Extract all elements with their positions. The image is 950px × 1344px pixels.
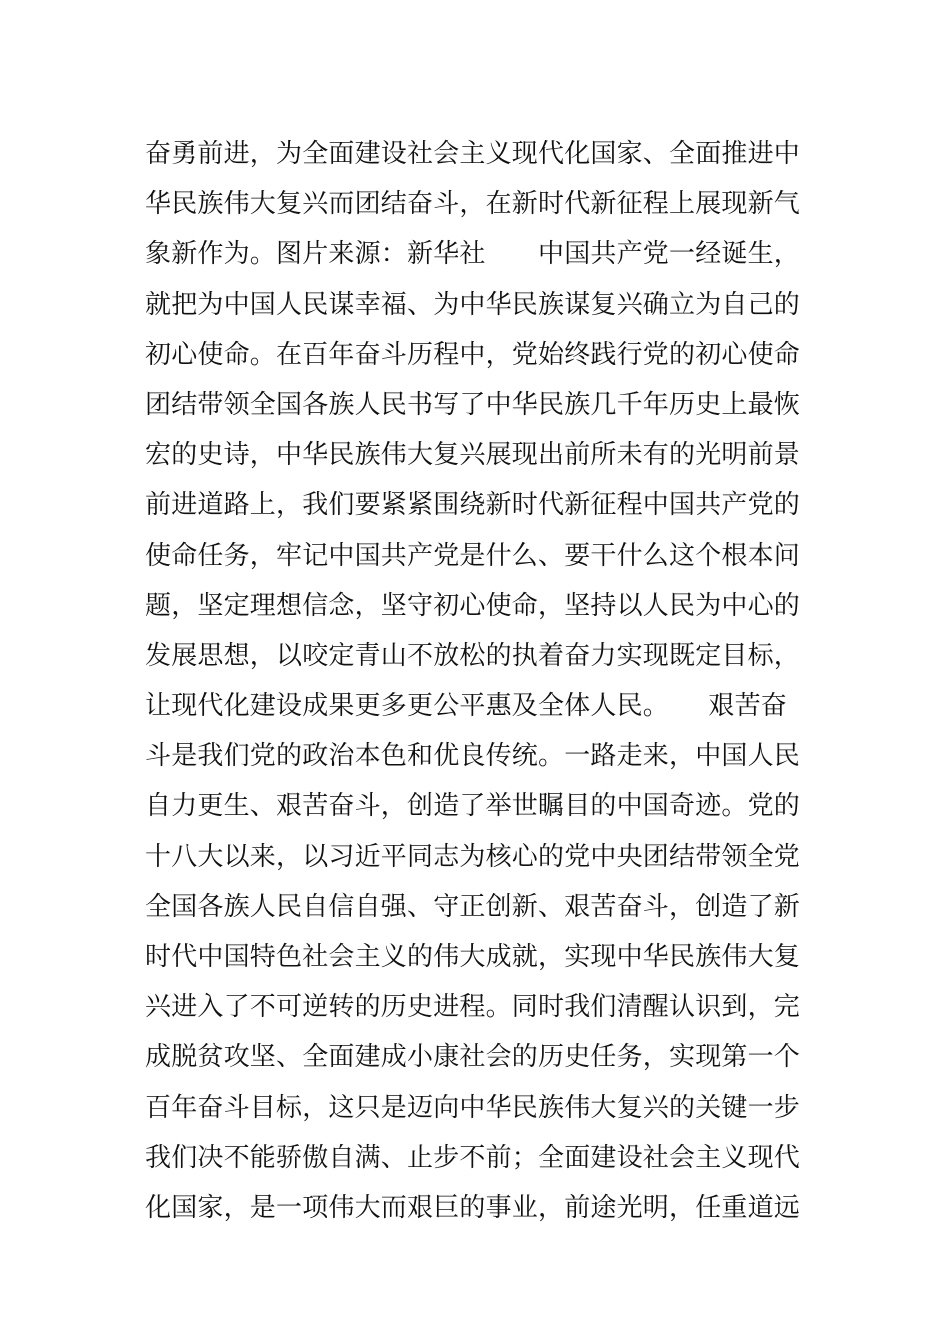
text-line: 时代中国特色社会主义的伟大成就，实现中华民族伟大复 [145, 942, 801, 972]
text-line: 华民族伟大复兴而团结奋斗，在新时代新征程上展现新气 [145, 189, 801, 220]
text-line: 让现代化建设成果更多更公平惠及全体人民。 艰苦奋 [145, 691, 788, 722]
text-line: 成脱贫攻坚、全面建成小康社会的历史任务，实现第一个 [145, 1042, 801, 1073]
text-line: 就把为中国人民谋幸福、为中华民族谋复兴确立为自己的 [145, 289, 801, 320]
text-line: 使命任务，牢记中国共产党是什么、要干什么这个根本问 [145, 540, 801, 571]
text-line: 象新作为。图片来源：新华社 中国共产党一经诞生， [145, 239, 801, 270]
text-line: 兴进入了不可逆转的历史进程。同时我们清醒认识到，完 [145, 992, 801, 1023]
text-line: 初心使命。在百年奋斗历程中，党始终践行党的初心使命 [145, 339, 801, 370]
text-line: 百年奋斗目标，这只是迈向中华民族伟大复兴的关键一步 [145, 1092, 801, 1123]
text-line: 前进道路上，我们要紧紧围绕新时代新征程中国共产党的 [145, 490, 801, 521]
text-line: 我们决不能骄傲自满、止步不前；全面建设社会主义现代 [145, 1142, 801, 1173]
body-text [145, 129, 825, 1233]
text-line: 全国各族人民自信自强、守正创新、艰苦奋斗，创造了新 [145, 891, 801, 922]
text-line: 奋勇前进，为全面建设社会主义现代化国家、全面推进中 [145, 139, 801, 169]
text-line: 十八大以来，以习近平同志为核心的党中央团结带领全党 [145, 841, 801, 872]
text-line: 宏的史诗，中华民族伟大复兴展现出前所未有的光明前景 [145, 440, 801, 471]
text-line: 斗是我们党的政治本色和优良传统。一路走来，中国人民 [145, 741, 801, 772]
text-line: 化国家，是一项伟大而艰巨的事业，前途光明，任重道远 [145, 1192, 801, 1223]
text-line: 自力更生、艰苦奋斗，创造了举世瞩目的中国奇迹。党的 [145, 791, 801, 822]
text-line: 发展思想，以咬定青山不放松的执着奋力实现既定目标， [145, 640, 801, 671]
text-line: 团结带领全国各族人民书写了中华民族几千年历史上最恢 [145, 389, 801, 420]
text-line: 题，坚定理想信念，坚守初心使命，坚持以人民为中心的 [145, 590, 801, 621]
